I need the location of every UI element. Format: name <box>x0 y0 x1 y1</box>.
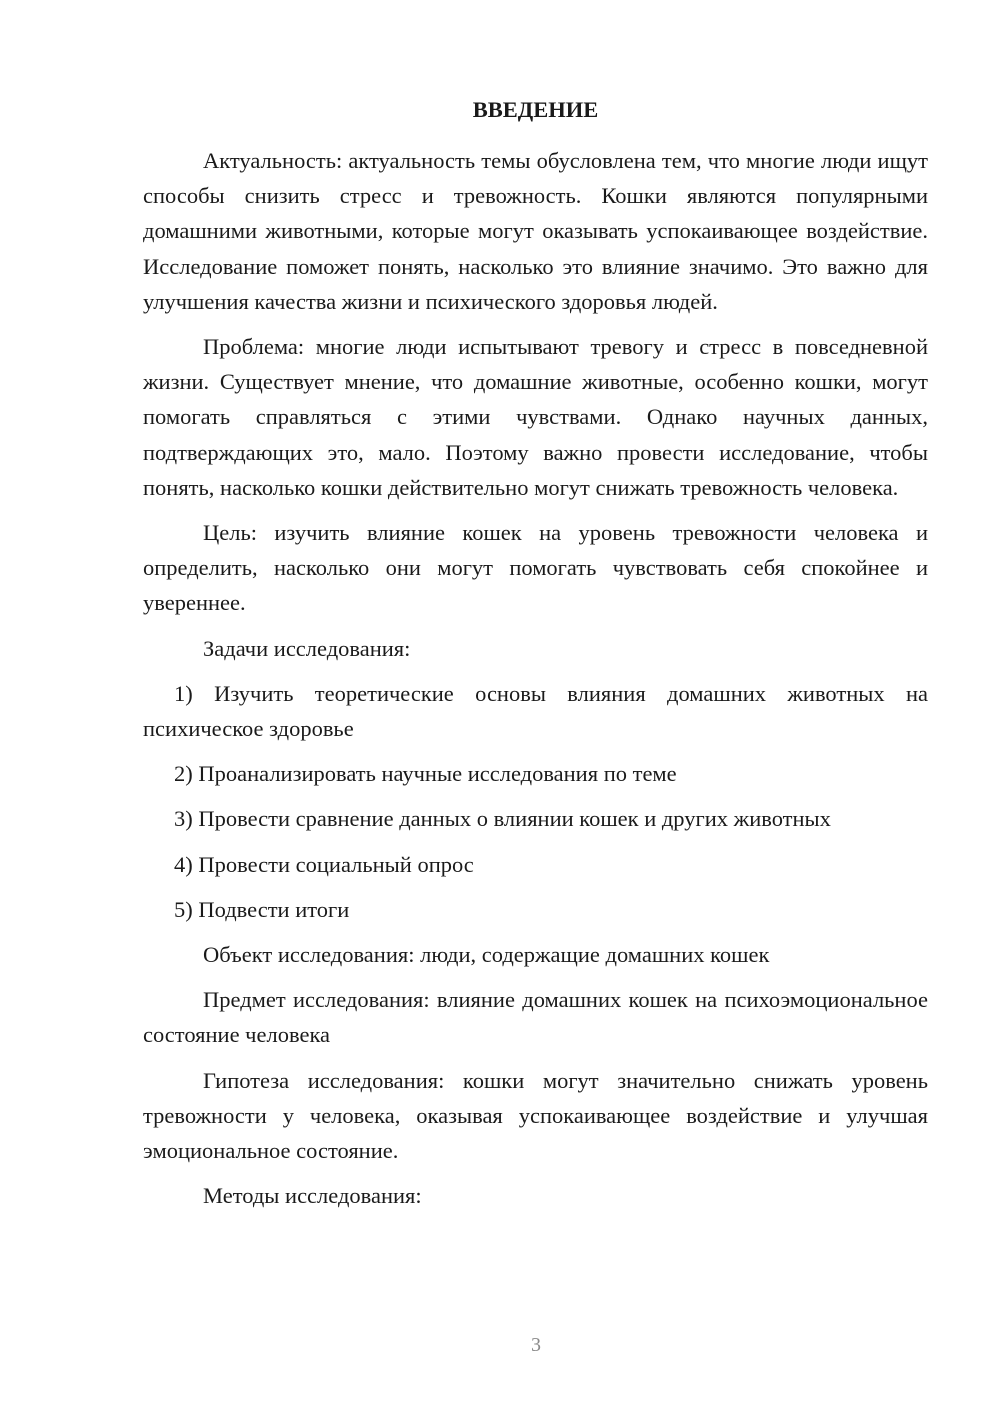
list-item: 4) Провести социальный опрос <box>174 851 474 877</box>
paragraph-relevance: Актуальность: актуальность темы обусловлена тем, что многие люди ищут способы снизить стресс и тревожность. Кошки являются популярными домашними животными, которые могут оказывать успокаивающее воздействие. Исследование поможет понять, насколько это влияние значимо. Это важно для улучшения качества жизни и психического здоровья людей. <box>143 148 928 314</box>
paragraph-subject: Предмет исследования: влияние домашних кошек на психоэмоциональное состояние человека <box>143 987 928 1048</box>
document-page <box>143 92 928 1213</box>
list-item: 3) Провести сравнение данных о влиянии кошек и других животных <box>174 806 831 832</box>
paragraph-goal: Цель: изучить влияние кошек на уровень тревожности человека и определить, насколько они могут помогать чувствовать себя спокойнее и увереннее. <box>143 520 928 616</box>
list-item: 5) Подвести итоги <box>174 896 350 922</box>
list-item: 2) Проанализировать научные исследования по теме <box>174 761 677 787</box>
paragraph-object: Объект исследования: люди, содержащие домашних кошек <box>203 942 770 968</box>
page-title: ВВЕДЕНИЕ <box>472 97 599 122</box>
tasks-heading: Задачи исследования: <box>203 635 411 661</box>
paragraph-methods: Методы исследования: <box>203 1183 422 1209</box>
tasks-list <box>143 676 928 927</box>
list-item: 1) Изучить теоретические основы влияния домашних животных на психическое здоровье <box>143 680 928 742</box>
paragraph-problem: Проблема: многие люди испытывают тревогу и стресс в повседневной жизни. Существует мнение, что домашние животные, особенно кошки, могут помогать справляться с этими чувствами. Однако научных данных, подтверждающих это, мало. Поэтому важно провести исследование, чтобы понять, насколько кошки действительно могут снижать тревожность человека. <box>143 334 928 500</box>
page-number: 3 <box>531 1334 541 1356</box>
paragraph-hypothesis: Гипотеза исследования: кошки могут значительно снижать уровень тревожности у человека, оказывая успокаивающее воздействие и улучшая эмоциональное состояние. <box>143 1067 928 1164</box>
